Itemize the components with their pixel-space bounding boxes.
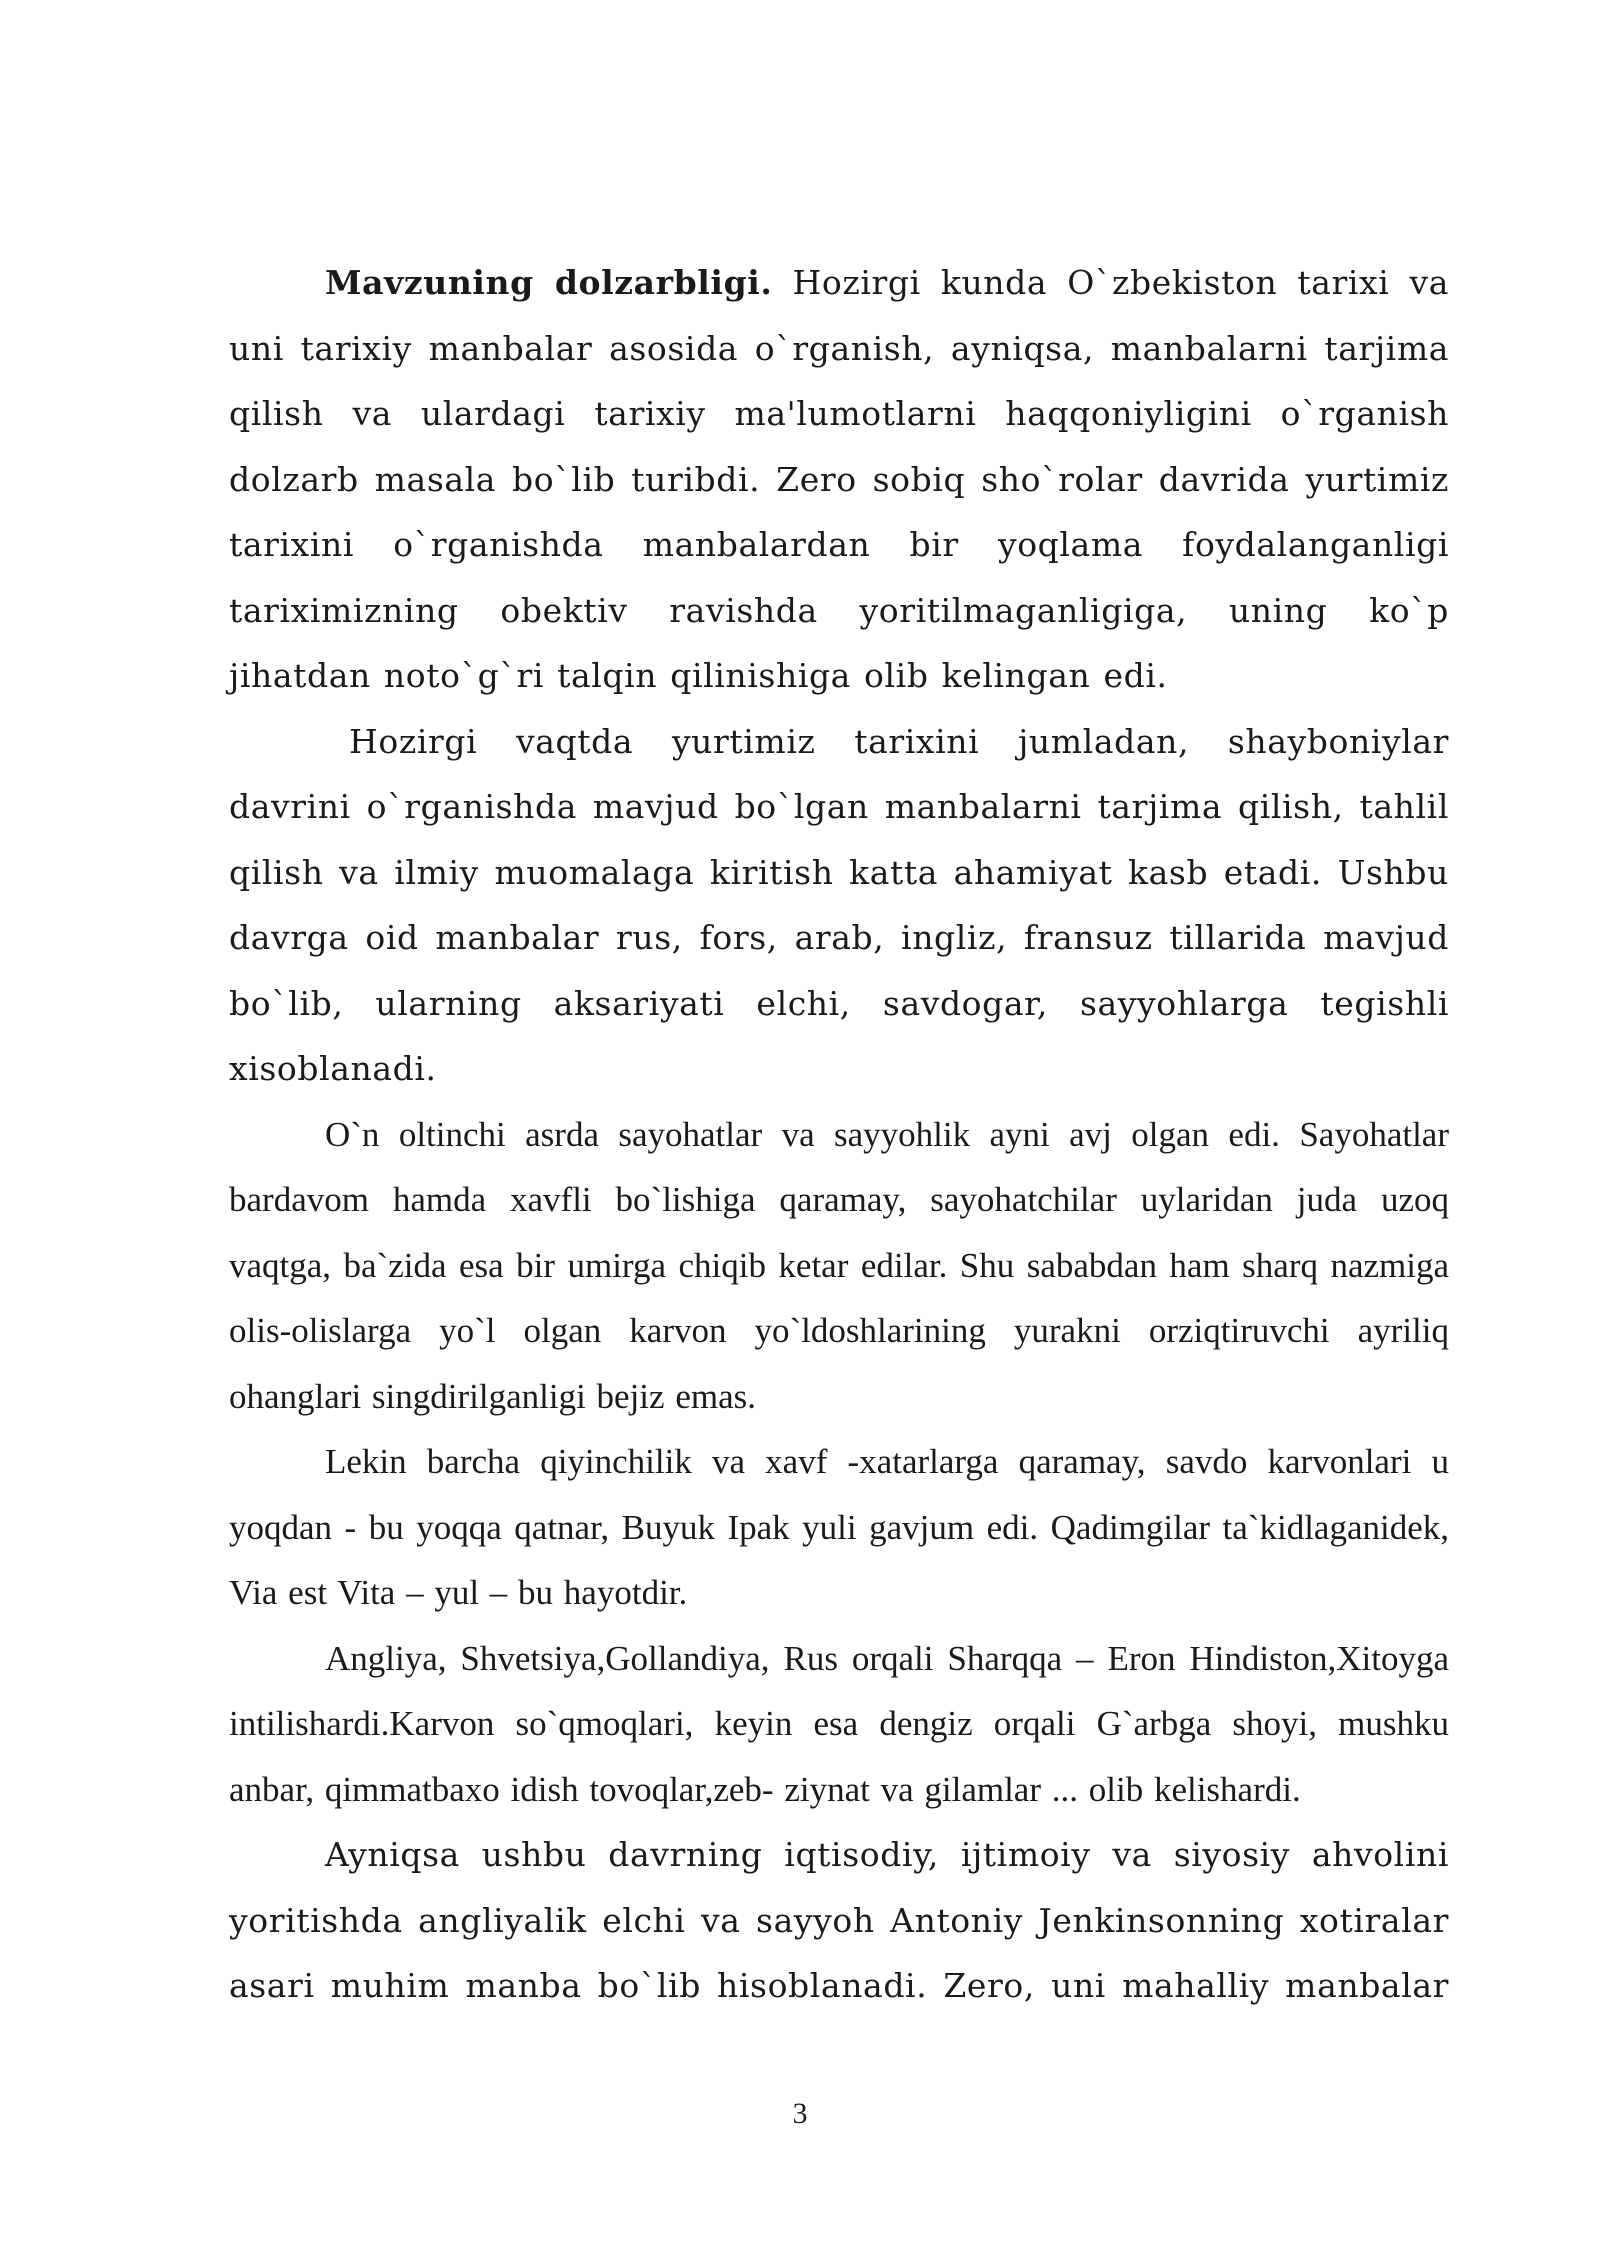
paragraph-text: Angliya, Shvetsiya,Gollandiya, Rus orqali Sharqqa – Eron Hindiston,Xitoyga intilishardi.Karvon so`qmoqlari, keyin esa dengiz orqali G`arbga shoyi, mushku anbar, qimmatbaxo idish tovoqlar,zeb- ziynat va gilamlar ... olib kelishardi. [229, 1638, 1449, 1809]
body-text [229, 250, 1449, 2019]
paragraph-jenkinson [229, 1822, 1449, 2019]
paragraph-text: Ayniqsa ushbu davrning iqtisodiy, ijtimoiy va siyosiy ahvolini yoritishda angliyalik elchi va sayyoh Antoniy Jenkinsonning xotiralar asari muhim manba bo`lib hisoblanadi. Zero, uni mahalliy manbalar [229, 1835, 1449, 2005]
paragraph-silk-road [229, 1429, 1449, 1626]
paragraph-lead-heading: Mavzuning dolzarbligi. [325, 263, 773, 302]
paragraph-text: Hozirgi kunda O`zbekiston tarixi va uni tarixiy manbalar asosida o`rganish, ayniqsa, manbalarni tarjima qilish va ulardagi tarixiy ma'lumotlarni haqqoniyligini o`rganish dolzarb masala bo`lib turibdi. Zero sobiq sho`rolar davrida yurtimiz tarixini o`rganishda manbalardan bir yoqlama foydalanganligi tariximizning obektiv ravishda yoritilmaganligiga, uning ko`p jihatdan noto`g`ri talqin qilinishiga olib kelingan edi. [229, 263, 1449, 695]
paragraph-text: O`n oltinchi asrda sayohatlar va sayyohlik ayni avj olgan edi. Sayohatlar bardavom hamda xavfli bo`lishiga qaramay, sayohatchilar uylaridan juda uzoq vaqtga, ba`zida esa bir umirga chiqib ketar edilar. Shu sababdan ham sharq nazmiga olis-olislarga yo`l olgan karvon yo`ldoshlarining yurakni orziqtiruvchi ayriliq ohanglari singdirilganligi bejiz emas. [229, 1114, 1449, 1416]
page-number: 3 [792, 2097, 808, 2130]
paragraph-text: Hozirgi vaqtda yurtimiz tarixini jumladan, shayboniylar davrini o`rganishda mavjud bo`lgan manbalarni tarjima qilish, tahlil qilish va ilmiy muomalaga kiritish katta ahamiyat kasb etadi. Ushbu davrga oid manbalar rus, fors, arab, ingliz, fransuz tillarida mavjud bo`lib, ularning aksariyati elchi, savdogar, sayyohlarga tegishli xisoblanadi. [229, 721, 1449, 1088]
paragraph-text: Lekin barcha qiyinchilik va xavf -xatarlarga qaramay, savdo karvonlari u yoqdan - bu yoqqa qatnar, Buyuk Ipak yuli gavjum edi. Qadimgilar ta`kidlaganidek, Via est Vita – yul – bu hayotdir. [229, 1442, 1449, 1612]
paragraph-sixteenth-century-travel [229, 1102, 1449, 1430]
paragraph-shaybanid-sources [229, 709, 1449, 1102]
paragraph-trade-routes [229, 1626, 1449, 1823]
paragraph-relevance [229, 250, 1449, 709]
